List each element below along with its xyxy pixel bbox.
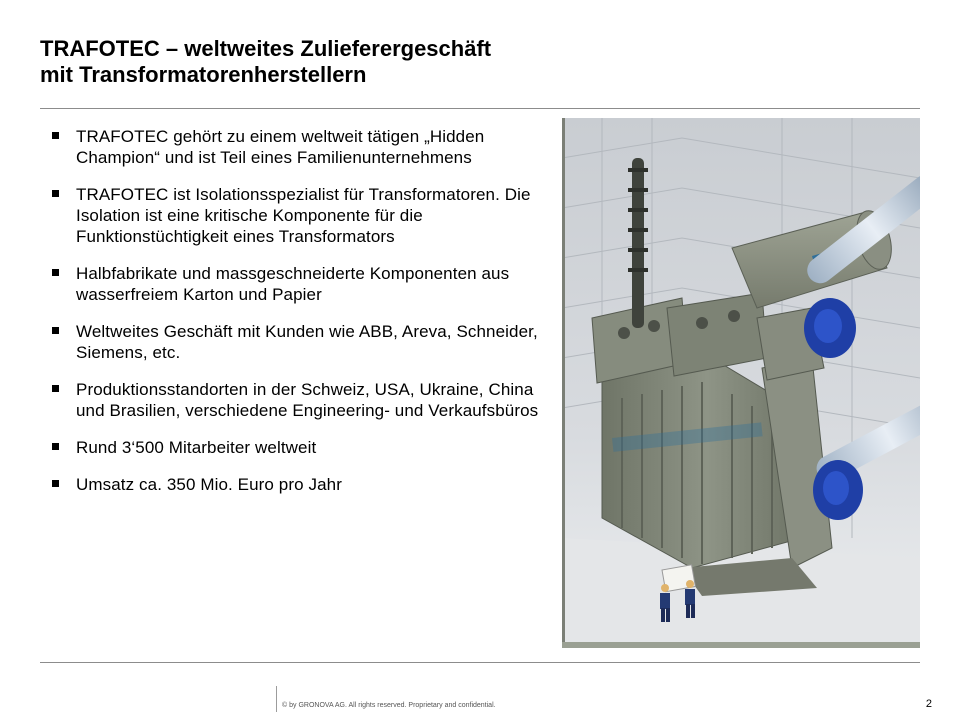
title-divider <box>40 108 920 109</box>
bullet-list <box>50 126 550 511</box>
slide-title-line-1: TRAFOTEC – weltweites Zulieferergeschäft <box>40 36 492 61</box>
square-bullet-icon <box>52 132 59 139</box>
square-bullet-icon <box>52 190 59 197</box>
slide-title-line-2: mit Transformatorenherstellern <box>40 62 367 87</box>
bullet-text: Rund 3‘500 Mitarbeiter weltweit <box>76 438 317 457</box>
bullet-item <box>50 263 550 305</box>
copyright-text: © by GRONOVA AG. All rights reserved. Proprietary and confidential. <box>282 702 496 709</box>
bullet-text: Weltweites Geschäft mit Kunden wie ABB, Areva, Schneider, Siemens, etc. <box>76 322 538 362</box>
bullet-item <box>50 437 550 458</box>
square-bullet-icon <box>52 327 59 334</box>
footer-separator <box>276 686 277 712</box>
slide-title <box>40 36 920 88</box>
page-number: 2 <box>925 698 932 710</box>
bullet-text: TRAFOTEC ist Isolationsspezialist für Transformatoren. Die Isolation ist eine kritische Komponente für die Funktionstüchtigkeit eines Transformators <box>76 185 531 246</box>
square-bullet-icon <box>52 480 59 487</box>
bullet-text: Umsatz ca. 350 Mio. Euro pro Jahr <box>76 475 342 494</box>
square-bullet-icon <box>52 385 59 392</box>
bullet-item <box>50 184 550 247</box>
bullet-item <box>50 321 550 363</box>
photo-frame-edge <box>562 118 565 648</box>
bullet-text: Halbfabrikate und massgeschneiderte Komponenten aus wasserfreiem Karton und Papier <box>76 264 510 304</box>
photo-frame-bottom <box>562 642 920 648</box>
bullet-item <box>50 474 550 495</box>
bullet-text: TRAFOTEC gehört zu einem weltweit tätigen „Hidden Champion“ und ist Teil eines Familienunternehmens <box>76 127 485 167</box>
square-bullet-icon <box>52 269 59 276</box>
bullet-text: Produktionsstandorten in der Schweiz, USA, Ukraine, China und Brasilien, verschiedene Engineering- und Verkaufsbüros <box>76 380 539 420</box>
bullet-item <box>50 126 550 168</box>
transformer-photo <box>562 118 920 648</box>
square-bullet-icon <box>52 443 59 450</box>
bullet-item <box>50 379 550 421</box>
footer-divider <box>40 662 920 663</box>
